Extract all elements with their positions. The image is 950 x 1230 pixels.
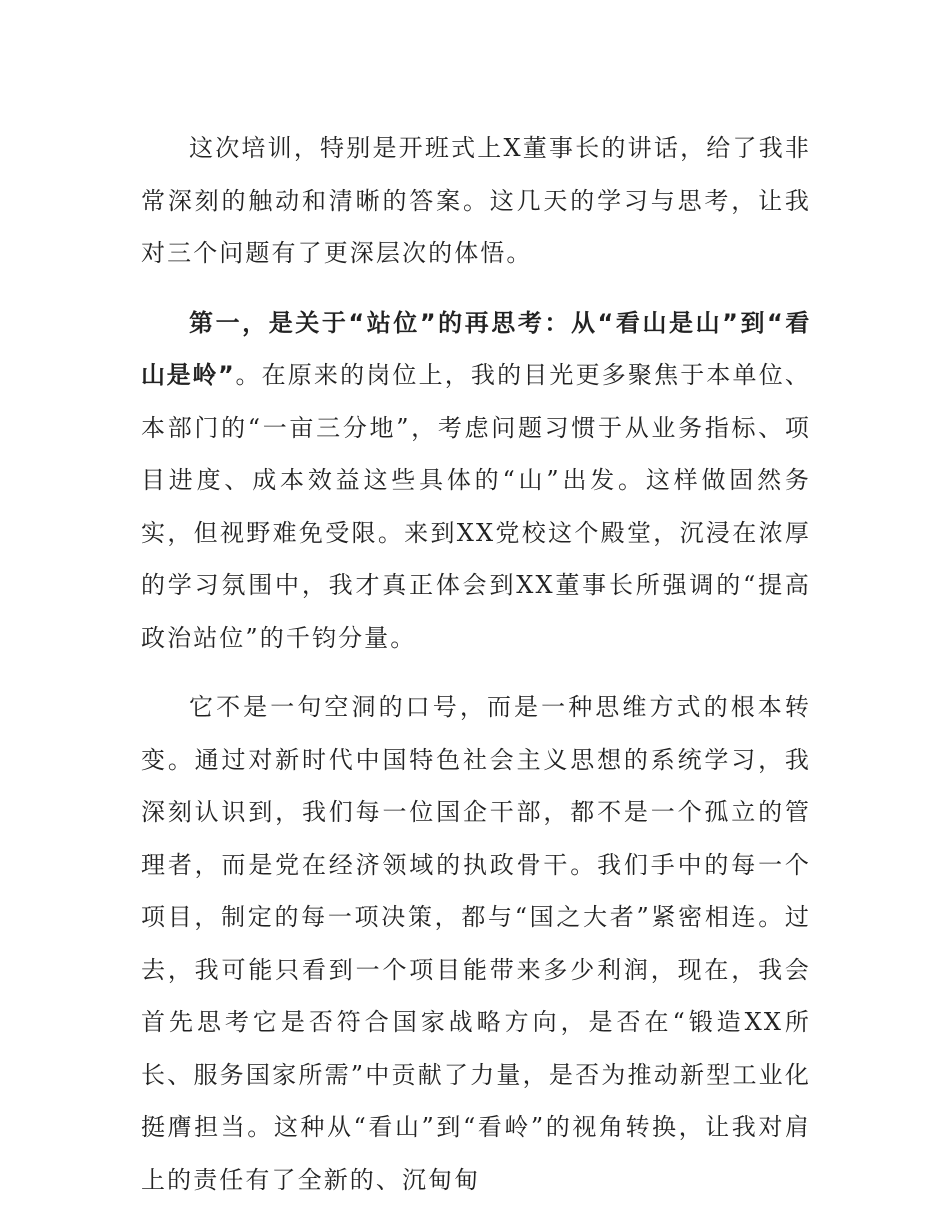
- paragraph-elaboration: [141, 681, 811, 1206]
- document-body: [141, 122, 811, 1206]
- paragraph-intro: [141, 122, 811, 280]
- first-point-text: 。在原来的岗位上，我的目光更多聚焦于本单位、本部门的“一亩三分地”，考虑问题习惯于从业务指标、项目进度、成本效益这些具体的“山”出发。这样做固然务实，但视野难免受限。来到XX党校这个殿堂，沉浸在浓厚的学习氛围中，我才真正体会到XX董事长所强调的“提高政治站位”的千钧分量。: [141, 361, 811, 652]
- paragraph-first-point: [141, 297, 811, 665]
- paragraph-elaboration-text: 它不是一句空洞的口号，而是一种思维方式的根本转变。通过对新时代中国特色社会主义思想的系统学习，我深刻认识到，我们每一位国企干部，都不是一个孤立的管理者，而是党在经济领域的执政骨干。我们手中的每一个项目，制定的每一项决策，都与“国之大者”紧密相连。过去，我可能只看到一个项目能带来多少利润，现在，我会首先思考它是否符合国家战略方向，是否在“锻造XX所长、服务国家所需”中贡献了力量，是否为推动新型工业化挺膺担当。这种从“看山”到“看岭”的视角转换，让我对肩上的责任有了全新的、沉甸甸: [141, 693, 811, 1194]
- paragraph-intro-text: 这次培训，特别是开班式上X董事长的讲话，给了我非常深刻的触动和清晰的答案。这几天的学习与思考，让我对三个问题有了更深层次的体悟。: [141, 134, 811, 267]
- first-point-heading: 第一，是关于“站位”的再思考：从“看山是山”到“看山是岭”: [141, 308, 811, 389]
